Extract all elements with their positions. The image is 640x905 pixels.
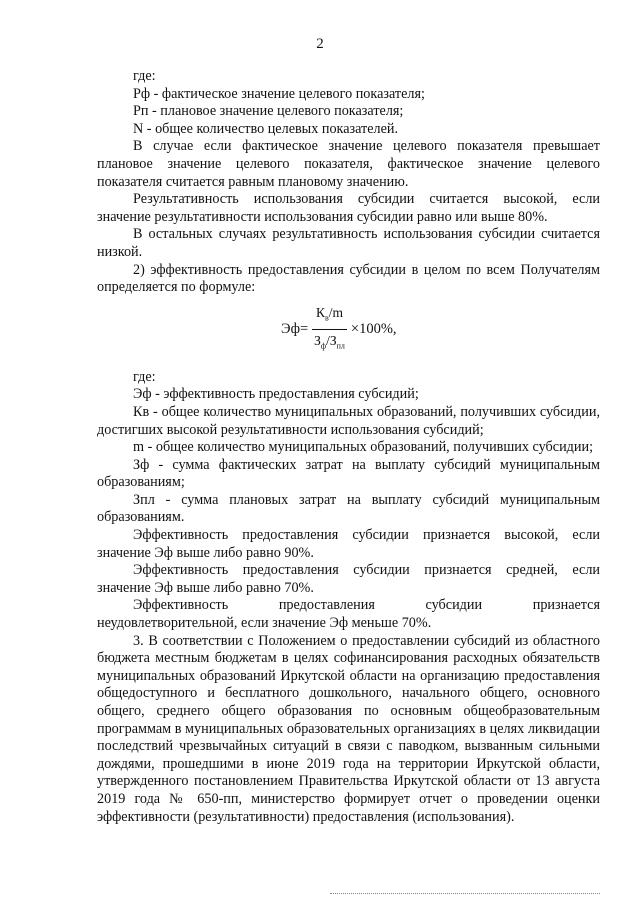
paragraph-where-2: где: [133, 368, 156, 385]
paragraph-kv-definition: Кв - общее количество муниципальных образований, получивших субсидии, достигших высокой результативности использования субсидий; [97, 403, 600, 438]
formula-lhs: Эф [281, 320, 300, 337]
paragraph-efficiency-high: Эффективность предоставления субсидии признается высокой, если значение Эф выше либо равно 90%. [97, 527, 600, 561]
formula-fraction [310, 304, 349, 356]
paragraph-section-3: 3. В соответствии с Положением о предоставлении субсидий из областного бюджета местным бюджетам в целях софинансирования расходных обязательств муниципальных образований Иркутской области на организацию предоставления общедоступного и бесплатного дошкольного, начального общего, основного общего, среднего общего образования по основным общеобразовательным программам в муниципальных образовательных организациях в целях ликвидации последствий чрезвычайных ситуаций в связи с паводком, вызванным сильными дождями, прошедшими в июне 2019 года на территории Иркутской области, утвержденного постановлением Правительства Иркутской области от 13 августа 2019 года № 650-пп, министерство формирует отчет о проведении оценки эффективности (результативности) предоставления (использования). [97, 632, 600, 825]
efficiency-formula [97, 301, 600, 363]
formula-rhs: ×100%, [350, 320, 397, 337]
formula-equals: = [299, 320, 309, 337]
paragraph-low-result: В остальных случаях результативность использования субсидии считается низкой. [97, 226, 600, 260]
paragraph-efficiency-unsatisfactory: Эффективность предоставления субсидии признается неудовлетворительной, если значение Эф меньше 70%. [97, 597, 600, 632]
paragraph-exceed-rule: В случае если фактическое значение целевого показателя превышает плановое значение целевого показателя, фактическое значение целевого показателя считается равным плановому значению. [97, 138, 600, 190]
paragraph-rp-definition: Рп - плановое значение целевого показателя; [133, 103, 404, 120]
paragraph-high-result: Результативность использования субсидии считается высокой, если значение результативности использования субсидии равно или выше 80%. [97, 191, 600, 225]
paragraph-zpl-definition: Зпл - сумма плановых затрат на выплату субсидий муниципальным образованиям. [97, 491, 600, 526]
paragraph-where-1: где: [133, 68, 156, 84]
paragraph-zf-definition: Зф - сумма фактических затрат на выплату субсидий муниципальным образованиям; [97, 456, 600, 491]
formula-denominator: $З_ф/З_{пл}$ [314, 333, 345, 351]
paragraph-m-definition: m - общее количество муниципальных образований, получивших субсидии; [133, 439, 594, 456]
footer-divider [330, 893, 600, 894]
formula-numerator: $К_в/m$ [312, 304, 347, 330]
page-number: 2 [316, 36, 324, 52]
paragraph-ef-definition: Эф - эффективность предоставления субсидий; [133, 386, 419, 403]
paragraph-efficiency-intro: 2) эффективность предоставления субсидии в целом по всем Получателям определяется по формуле: [97, 261, 600, 296]
document-body [97, 68, 600, 826]
paragraph-rf-definition: Рф - фактическое значение целевого показателя; [133, 85, 425, 102]
paragraph-efficiency-medium: Эффективность предоставления субсидии признается средней, если значение Эф выше либо равно 70%. [97, 562, 600, 596]
paragraph-n-definition: N - общее количество целевых показателей. [133, 120, 399, 137]
